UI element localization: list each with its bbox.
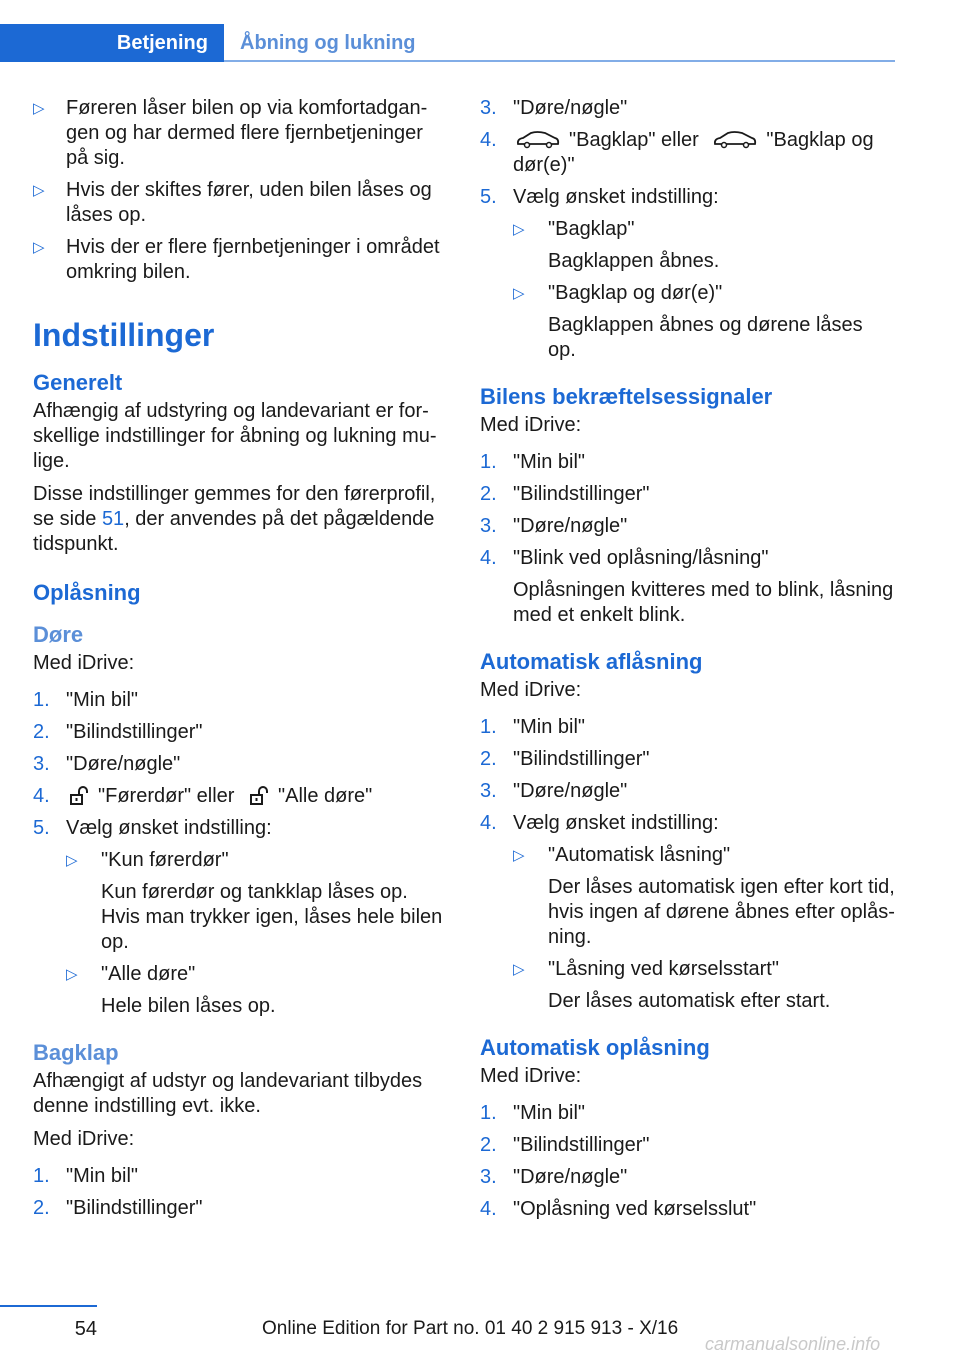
header-rule bbox=[0, 60, 895, 62]
list-item: 2. "Bilindstillinger" bbox=[33, 721, 203, 743]
subsection-heading: Bilens bekræftelsessignaler bbox=[480, 384, 773, 409]
page-link[interactable]: 51 bbox=[101, 508, 125, 530]
paragraph: Med iDrive: bbox=[33, 1128, 135, 1150]
triangle-right-icon: ▷ bbox=[33, 182, 45, 199]
paragraph: Med iDrive: bbox=[480, 679, 582, 701]
subsection-heading: Generelt bbox=[33, 370, 123, 395]
paragraph: Med iDrive: bbox=[480, 414, 582, 436]
left-column bbox=[33, 96, 446, 1228]
list-item: 2. "Bilindstillinger" bbox=[480, 748, 650, 770]
subsection-heading: Automatisk aflåsning bbox=[480, 649, 703, 674]
list-item: 1. "Min bil" bbox=[480, 1102, 585, 1124]
car-tailgate-icon bbox=[712, 130, 758, 150]
list-item: 1. "Min bil" bbox=[480, 451, 585, 473]
watermark: carmanualsonline.info bbox=[705, 1334, 881, 1354]
list-item: 3. "Døre/nøgle" bbox=[480, 97, 628, 119]
triangle-right-icon: ▷ bbox=[66, 852, 78, 869]
list-item: 3. "Døre/nøgle" bbox=[480, 780, 628, 802]
bullet-item bbox=[33, 235, 446, 285]
list-item: 4. "Bagklap" eller "Bagklap og dør(e)" bbox=[480, 129, 874, 176]
paragraph: Afhængigt af udstyr og landevariant tilbydes denne indstilling evt. ikke. bbox=[33, 1070, 423, 1117]
bullet-text: Hvis der skiftes fører, uden bilen låses og låses op. bbox=[66, 179, 432, 226]
triangle-right-icon: ▷ bbox=[513, 285, 525, 302]
paragraph: Disse indstillinger gemmes for den førerprofil, se side 51, der anvendes på det pågældende tidspunkt. bbox=[33, 483, 436, 555]
list-item: 1. "Min bil" bbox=[33, 1165, 138, 1187]
subsection-heading: Automatisk oplåsning bbox=[480, 1035, 710, 1060]
option-item: ▷ "Alle døre" Hele bilen låses op. bbox=[66, 963, 276, 1017]
list-item: 5. Vælg ønsket indstilling: bbox=[33, 817, 272, 839]
page-header bbox=[0, 24, 895, 62]
option-item: ▷ "Kun førerdør" Kun førerdør og tankklap låses op. Hvis man trykker igen, låses hele bilen op. bbox=[66, 849, 443, 953]
triangle-right-icon: ▷ bbox=[513, 221, 525, 238]
unlock-icon bbox=[68, 786, 90, 806]
triangle-right-icon: ▷ bbox=[66, 966, 78, 983]
list-item: 2. "Bilindstillinger" bbox=[480, 483, 650, 505]
triangle-right-icon: ▷ bbox=[513, 961, 525, 978]
topic-heading: Døre bbox=[33, 622, 84, 647]
triangle-right-icon: ▷ bbox=[33, 100, 45, 117]
page-number: 54 bbox=[74, 1318, 97, 1340]
list-item: 3. "Døre/nøgle" bbox=[480, 1166, 628, 1188]
chapter-tab: Åbning og lukning bbox=[240, 31, 416, 54]
bullet-item bbox=[33, 96, 446, 171]
option-item: ▷ "Bagklap" Bagklappen åbnes. bbox=[513, 218, 720, 272]
subsection-heading: Oplåsning bbox=[33, 580, 141, 605]
option-item: ▷ "Bagklap og dør(e)" Bagklappen åbnes og dørene låses op. bbox=[513, 282, 863, 361]
list-item: 1. "Min bil" bbox=[480, 716, 585, 738]
list-item: 3. "Døre/nøgle" bbox=[33, 753, 181, 775]
option-item: ▷ "Automatisk låsning" Der låses automatisk igen efter kort tid, hvis ingen af dørene åbnes efter oplås- ning. bbox=[513, 844, 895, 948]
list-item: 4. "Blink ved oplåsning/låsning" Oplåsningen kvitteres med to blink, låsning med et enkelt blink. bbox=[480, 547, 894, 626]
option-item: ▷ "Låsning ved kørselsstart" Der låses automatisk efter start. bbox=[513, 958, 831, 1012]
bullet-text: Føreren låser bilen op via komfortadgan- gen og har dermed flere fjernbetjeninger på sig. bbox=[66, 97, 428, 169]
paragraph: Med iDrive: bbox=[480, 1065, 582, 1087]
triangle-right-icon: ▷ bbox=[513, 847, 525, 864]
bullet-text: Hvis der er flere fjernbetjeninger i området omkring bilen. bbox=[66, 236, 440, 283]
section-heading: Indstillinger bbox=[33, 317, 215, 353]
section-tab: Betjening bbox=[0, 24, 224, 62]
list-item: 5. Vælg ønsket indstilling: bbox=[480, 186, 719, 208]
list-item: 4. "Oplåsning ved kørselsslut" bbox=[480, 1198, 757, 1220]
edition-text: Online Edition for Part no. 01 40 2 915 913 - X/16 bbox=[262, 1318, 679, 1339]
bullet-item bbox=[33, 178, 446, 228]
list-item: 2. "Bilindstillinger" bbox=[33, 1197, 203, 1219]
triangle-right-icon: ▷ bbox=[33, 239, 45, 256]
right-column bbox=[480, 96, 896, 1229]
footer-rule bbox=[0, 1305, 97, 1307]
list-item: 4. "Førerdør" eller "Alle døre" bbox=[33, 785, 373, 807]
list-item: 2. "Bilindstillinger" bbox=[480, 1134, 650, 1156]
paragraph: Med iDrive: bbox=[33, 652, 135, 674]
paragraph: Afhængig af udstyring og landevariant er for- skellige indstillinger for åbning og lukning mu- lige. bbox=[33, 400, 437, 472]
topic-heading: Bagklap bbox=[33, 1040, 119, 1065]
unlock-icon bbox=[248, 786, 270, 806]
list-item: 1. "Min bil" bbox=[33, 689, 138, 711]
list-item: 3. "Døre/nøgle" bbox=[480, 515, 628, 537]
list-item: 4. Vælg ønsket indstilling: bbox=[480, 812, 719, 834]
car-tailgate-icon bbox=[515, 130, 561, 150]
